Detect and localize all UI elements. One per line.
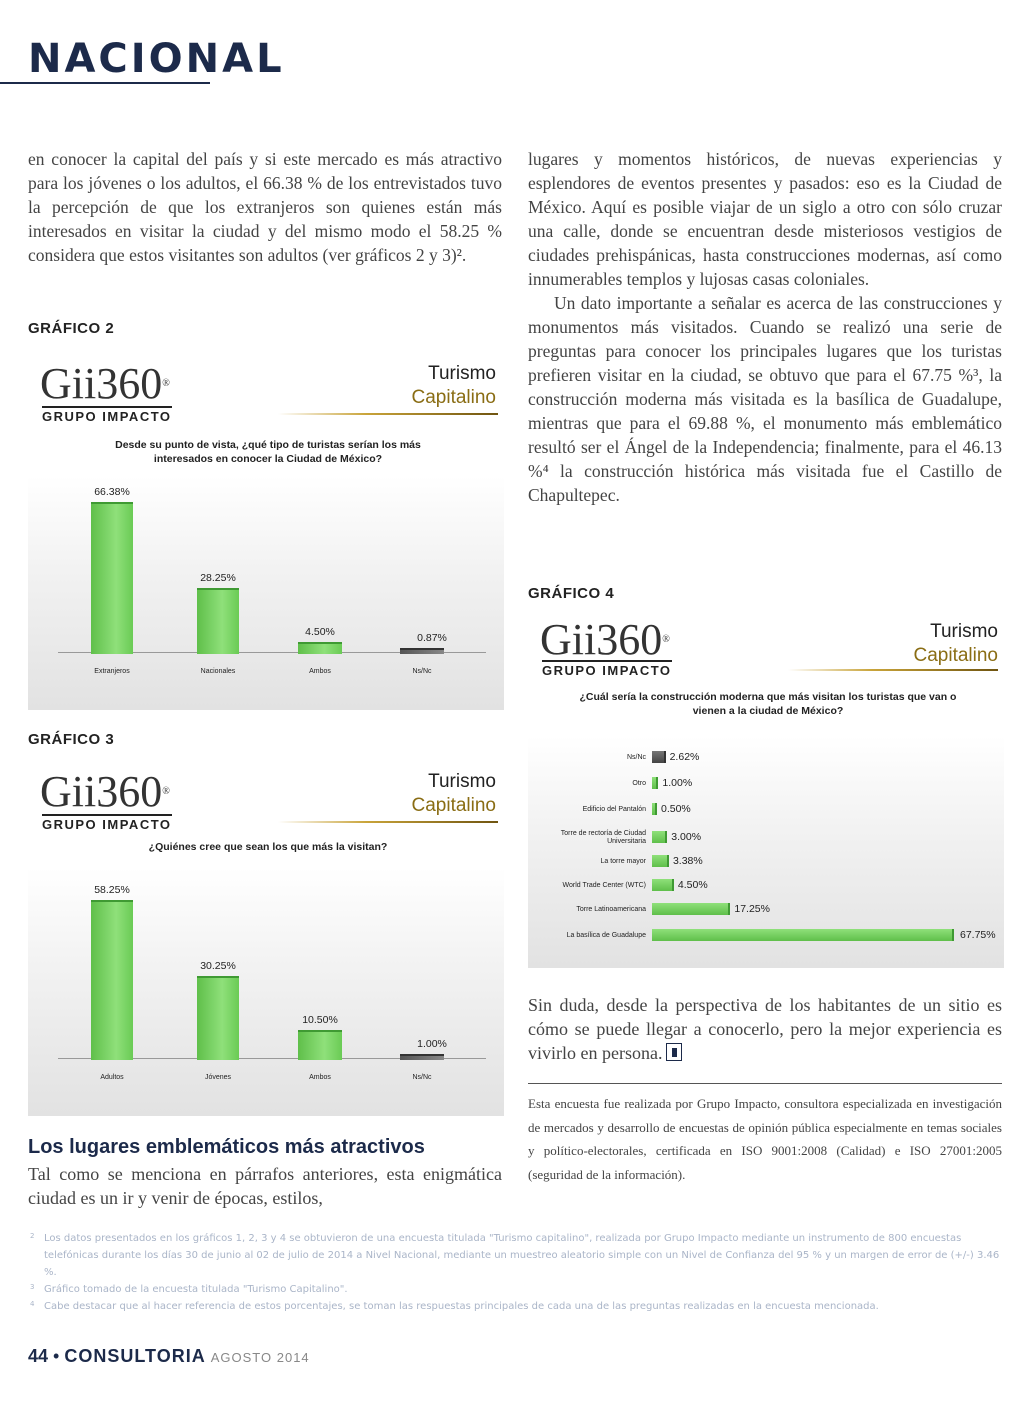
chart-bar bbox=[652, 929, 954, 941]
turismo-capitalino-title: Turismo Capitalino bbox=[411, 363, 496, 408]
magazine-name: CONSULTORIA bbox=[64, 1346, 206, 1366]
bar-value-label: 2.62% bbox=[669, 751, 700, 763]
bar-value-label: 1.00% bbox=[662, 777, 693, 789]
bar-value-label: 4.50% bbox=[677, 879, 708, 891]
category-label: Extranjeros bbox=[94, 668, 130, 675]
chart-bar bbox=[652, 903, 730, 915]
category-label: Ambos bbox=[309, 668, 331, 675]
bar-value-label: 10.50% bbox=[302, 1013, 338, 1026]
page-footer bbox=[28, 1346, 310, 1367]
category-label: Ns/Nc bbox=[626, 754, 646, 761]
footnote-2: 2 Los datos presentados en los gráficos 1, 2, 3 y 4 se obtuvieron de una encuesta titulada "Turismo capitalino", realizada por Grupo Impacto mediante un instrumento de 800 encuestas telefónicas durante los días 30 de junio al 02 de julio de 2014 a Nivel Nacional, mediante un muestreo aleatorio simple con un Nivel de Confianza del 95 % y un margen de error de (+/-) 3.46 %. bbox=[30, 1232, 1000, 1278]
end-mark-icon bbox=[666, 1043, 682, 1061]
gii360-logo: Gii360® bbox=[40, 359, 170, 408]
chart-4-plot bbox=[528, 736, 1004, 968]
right-column-text bbox=[528, 147, 1002, 507]
survey-note: Esta encuesta fue realizada por Grupo Impacto, consultora especializada en investigación de mercados y desarrollo de encuestas de opinión pública especialmente en temas sociales y político-electorales, certificada en ISO 9001:2008 (Calidad) e ISO 27001:2005 (seguridad de la información). bbox=[528, 1096, 1002, 1182]
chart-3-plot bbox=[28, 868, 504, 1116]
gold-rule bbox=[278, 821, 498, 823]
category-label: World Trade Center (WTC) bbox=[562, 882, 646, 889]
chart-bar bbox=[298, 642, 342, 654]
category-label: La torre mayor bbox=[600, 858, 646, 865]
chart-bar bbox=[652, 751, 666, 763]
chart-3-panel bbox=[28, 758, 504, 1116]
chart-bar bbox=[652, 879, 674, 891]
left-bottom-text: Tal como se menciona en párrafos anteriores, esta enigmática ciudad es un ir y venir de épocas, estilos, bbox=[28, 1164, 502, 1208]
left-column-text: en conocer la capital del país y si este mercado es más atractivo para los jóvenes o los adultos, el 66.38 % de los entrevistados tuvo la percepción de que los extranjeros son quienes están más interesados en visitar la ciudad y del mismo modo el 58.25 % considera que estos visitantes son adultos (ver gráficos 2 y 3)². bbox=[28, 149, 502, 265]
bar-value-label: 66.38% bbox=[94, 486, 130, 498]
chart-bar bbox=[91, 502, 133, 654]
footer-bullet: • bbox=[53, 1346, 60, 1366]
bar-value-label: 17.25% bbox=[734, 903, 770, 915]
bar-value-label: 0.87% bbox=[417, 632, 447, 644]
chart-bar bbox=[197, 976, 239, 1060]
chart-4-panel bbox=[528, 612, 1004, 968]
category-label: Jóvenes bbox=[204, 1074, 232, 1081]
chart-3-title: GRÁFICO 3 bbox=[28, 731, 115, 748]
bar-value-label: 3.38% bbox=[672, 855, 703, 867]
grupo-impacto-label: GRUPO IMPACTO bbox=[42, 814, 172, 832]
bar-value-label: 1.00% bbox=[417, 1038, 447, 1050]
bar-value-label: 28.25% bbox=[200, 572, 236, 585]
page-number: 44 bbox=[28, 1346, 49, 1366]
category-label: Ns/Nc bbox=[412, 668, 432, 675]
right-paragraph-2: Un dato importante a señalar es acerca de las construcciones y monumentos más visitados. Cuando se realizó una serie de preguntas para conocer los principales lugares que los turistas prefieren visitar en la ciudad, se obtuvo que para el 67.75 %³, la construcción moderna más visitada es la basílica de Guadalupe, mientras que para el 69.88 %, el monumento más emblemático resultó ser el Ángel de la Independencia; finalmente, para el 46.13 %⁴ la construcción histórica más visitada fue el Castillo de Chapultepec. bbox=[528, 293, 1002, 505]
footnote-3: 3 Gráfico tomado de la encuesta titulada "Turismo Capitalino". bbox=[30, 1283, 348, 1295]
chart-2-title: GRÁFICO 2 bbox=[28, 320, 115, 337]
chart-bar bbox=[652, 803, 657, 815]
note-rule bbox=[528, 1083, 1002, 1084]
category-label: Otro bbox=[632, 780, 646, 787]
bar-value-label: 0.50% bbox=[661, 803, 691, 815]
footnotes bbox=[30, 1230, 1004, 1315]
chart-bar bbox=[400, 648, 444, 654]
category-label: Nacionales bbox=[200, 668, 236, 675]
category-label: Torre de rectoría de Ciudad Universitaria bbox=[560, 830, 646, 845]
turismo-capitalino-title: Turismo Capitalino bbox=[913, 621, 998, 666]
bar-value-label: 30.25% bbox=[200, 959, 236, 972]
chart-2-plot bbox=[28, 476, 504, 710]
grupo-impacto-label: GRUPO IMPACTO bbox=[542, 660, 672, 678]
chart-4-title: GRÁFICO 4 bbox=[528, 585, 615, 602]
header-rule bbox=[0, 82, 210, 84]
category-label: Ambos bbox=[309, 1074, 331, 1081]
category-label: Adultos bbox=[100, 1074, 124, 1081]
section-heading: Los lugares emblemáticos más atractivos bbox=[28, 1136, 425, 1158]
gii360-logo: Gii360® bbox=[40, 767, 170, 816]
bar-value-label: 67.75% bbox=[960, 929, 996, 941]
chart-bar bbox=[298, 1030, 342, 1060]
category-label: La basílica de Guadalupe bbox=[566, 932, 646, 939]
chart-bar bbox=[652, 777, 658, 789]
category-label: Torre Latinoamericana bbox=[576, 906, 646, 913]
grupo-impacto-label: GRUPO IMPACTO bbox=[42, 406, 172, 424]
chart-bar bbox=[400, 1054, 444, 1060]
bar-value-label: 3.00% bbox=[671, 831, 702, 843]
bar-value-label: 58.25% bbox=[94, 884, 130, 896]
closing-text: Sin duda, desde la perspectiva de los habitantes de un sitio es cómo se puede llegar a conocerlo, pero la mejor experiencia es vivirlo en persona. bbox=[528, 995, 1002, 1063]
gold-rule bbox=[788, 669, 998, 671]
right-paragraph-1: lugares y momentos históricos, de nuevas experiencias y esplendores de eventos presentes y pasados: eso es la Ciudad de México. Aquí es posible viajar de un siglo a otro con sólo cruzar una calle, donde se encuentran desde misteriosos vestigios de ciudades prehispánicas, hasta construcciones modernas, así como innumerables templos y lujosas casas coloniales. bbox=[528, 149, 1002, 289]
turismo-capitalino-title: Turismo Capitalino bbox=[411, 771, 496, 816]
issue-date: AGOSTO 2014 bbox=[210, 1350, 310, 1365]
chart-bar bbox=[652, 855, 669, 867]
chart-2-panel bbox=[28, 350, 504, 710]
gii360-logo: Gii360® bbox=[540, 615, 670, 664]
gold-rule bbox=[278, 413, 498, 415]
chart-bar bbox=[652, 831, 667, 843]
footnote-4: 4 Cabe destacar que al hacer referencia de estos porcentajes, se toman las respuestas principales de cada una de las preguntas realizadas en la encuesta mencionada. bbox=[30, 1300, 879, 1312]
bar-value-label: 4.50% bbox=[305, 625, 335, 638]
chart-3-question: ¿Quiénes cree que sean los que más la visitan? bbox=[148, 841, 388, 853]
chart-2-question: Desde su punto de vista, ¿qué tipo de turistas serían los más interesados en conocer la Ciudad de México? bbox=[115, 439, 421, 465]
chart-bar bbox=[197, 588, 239, 654]
chart-4-question: ¿Cuál sería la construcción moderna que más visitan los turistas que van o vienen a la ciudad de México? bbox=[579, 691, 957, 717]
category-label: Edificio del Pantalón bbox=[582, 806, 646, 813]
chart-bar bbox=[91, 900, 133, 1060]
category-label: Ns/Nc bbox=[412, 1074, 432, 1081]
section-title: NACIONAL bbox=[28, 36, 285, 82]
